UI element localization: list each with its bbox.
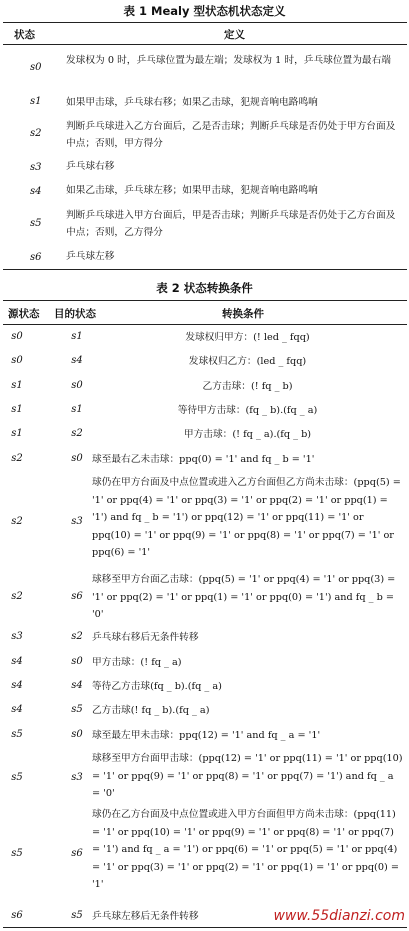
table2-source-cell: s5	[11, 772, 23, 783]
table2-condition-cell: 甲方击球：(! fq _ a)	[92, 657, 182, 668]
table2-condition-cell: 甲方击球：(! fq _ a).(fq _ b)	[183, 429, 312, 440]
table2-condition-cell: 球仍在甲方台面及中点位置或进入乙方台面但乙方尚未击球：(ppq(5) = '1' or ppq(4) = '1' or ppq(3) = '1' or ppq(2) = '1' or ppq(1) = '1') and fq _ b = '1') or ppq(12) = '1' or ppq(11) = '1' or ppq(10) = '1' or ppq(9) = '1' or ppq(8) = '1' or ppq(7) = '1' or ppq(6) = '1'	[92, 477, 401, 558]
table2-destination-cell: s1	[71, 404, 83, 415]
table2-condition-cell: 球仍在乙方台面及中点位置或进入甲方台面但甲方尚未击球：(ppq(11) = '1' or ppq(10) = '1' or ppq(9) = '1' or ppq(8) = '1' or ppq(7) = '1') and fq _ a = '1') or ppq(6) = '1' or ppq(5) = '1' or ppq(4) = '1' or ppq(3) = '1' or ppq(2) = '1' or ppq(1) = '1' or ppq(0) = '1'	[92, 809, 399, 890]
table1-header-definition: 定义	[224, 29, 245, 41]
table2-condition-cell: 发球权归乙方：(led _ fqq)	[188, 356, 307, 367]
table2-bottom-rule	[3, 927, 407, 928]
table2-destination-cell: s6	[71, 848, 83, 859]
table1-header-state: 状态	[14, 29, 35, 41]
table2-header-rule	[3, 324, 407, 325]
table2-destination-cell: s0	[71, 453, 83, 464]
table2-destination-cell: s0	[71, 656, 83, 667]
table1-caption: 表 1 Mealy 型状态机状态定义	[123, 4, 286, 18]
table2-destination-cell: s0	[71, 729, 83, 740]
table2-source-cell: s4	[11, 704, 23, 715]
table1-definition-cell: 如果甲击球，乒乓球右移；如果乙击球，犯规音响电路鸣响	[66, 97, 318, 108]
table1-definition-cell: 乒乓球右移	[66, 161, 115, 172]
table2-destination-cell: s4	[71, 680, 83, 691]
table2-condition-cell: 球移至甲方台面甲击球：(ppq(12) = '1' or ppq(11) = '1' or ppq(10) = '1' or ppq(9) = '1' or ppq(8) = '1' or ppq(7) = '1') and fq _ a = '0'	[92, 753, 403, 799]
table2-destination-cell: s6	[71, 591, 83, 602]
table1-state-cell: s2	[30, 128, 42, 139]
table2-source-cell: s4	[11, 680, 23, 691]
table1-state-cell: s3	[30, 162, 42, 173]
table2-condition-cell: 球移至甲方台面乙击球：(ppq(5) = '1' or ppq(4) = '1' or ppq(3) = '1' or ppq(2) = '1' or ppq(1) = '1' or ppq(0) = '1') and fq _ b = '0'	[92, 574, 396, 620]
table1-definition-cell: 发球权为 0 时，乒乓球位置为最左端；发球权为 1 时，乒乓球位置为最右端	[66, 55, 391, 66]
table1-state-cell: s5	[30, 218, 42, 229]
table1-state-cell: s6	[30, 252, 42, 263]
table1-header-rule	[3, 44, 407, 45]
table2-header-source: 源状态	[8, 308, 40, 320]
table2-condition-cell: 乒乓球左移后无条件转移	[92, 911, 199, 922]
table2-destination-cell: s2	[71, 631, 83, 642]
table1-top-rule	[3, 22, 407, 23]
table2-source-cell: s2	[11, 453, 23, 464]
table2-source-cell: s4	[11, 656, 23, 667]
table1-definition-cell: 乒乓球左移	[66, 251, 115, 262]
table2-condition-cell: 球至最右乙未击球：ppq(0) = '1' and fq _ b = '1'	[92, 454, 315, 465]
watermark: www.55dianzi.com	[273, 908, 405, 924]
table1-state-cell: s1	[30, 96, 42, 107]
table2-top-rule	[3, 300, 407, 301]
table2-source-cell: s5	[11, 848, 23, 859]
table2-source-cell: s1	[11, 428, 23, 439]
table1-bottom-rule	[3, 269, 407, 270]
table2-source-cell: s1	[11, 380, 23, 391]
table2-condition-cell: 等待乙方击球(fq _ b).(fq _ a)	[92, 681, 222, 692]
table2-destination-cell: s4	[71, 355, 83, 366]
table2-source-cell: s2	[11, 516, 23, 527]
table2-destination-cell: s2	[71, 428, 83, 439]
table1-definition-cell: 判断乒乓球进入甲方台面后，甲是否击球；判断乒乓球是否仍处于乙方台面及中点；否则，乙方得分	[66, 210, 396, 238]
table2-condition-cell: 发球权归甲方：(! led _ fqq)	[185, 332, 310, 343]
table2-header-condition: 转换条件	[222, 308, 264, 320]
table1-definition-cell: 如果乙击球，乒乓球左移；如果甲击球，犯规音响电路鸣响	[66, 185, 318, 196]
table2-condition-cell: 等待甲方击球：(fq _ b).(fq _ a)	[177, 405, 318, 416]
table2-condition-cell: 乙方击球(! fq _ b).(fq _ a)	[92, 705, 210, 716]
table2-destination-cell: s3	[71, 516, 83, 527]
table2-condition-cell: 球至最左甲未击球：ppq(12) = '1' and fq _ a = '1'	[92, 730, 321, 741]
table2-source-cell: s2	[11, 591, 23, 602]
table1-definition-cell: 判断乒乓球进入乙方台面后，乙是否击球；判断乒乓球是否仍处于甲方台面及中点；否则，甲方得分	[66, 121, 396, 149]
table2-source-cell: s1	[11, 404, 23, 415]
table1-state-cell: s0	[30, 62, 42, 73]
table1-state-cell: s4	[30, 186, 42, 197]
table2-source-cell: s5	[11, 729, 23, 740]
table2-source-cell: s0	[11, 331, 23, 342]
table2-destination-cell: s1	[71, 331, 83, 342]
table2-caption: 表 2 状态转换条件	[156, 281, 253, 295]
table2-destination-cell: s0	[71, 380, 83, 391]
table2-destination-cell: s5	[71, 910, 83, 921]
table2-source-cell: s0	[11, 355, 23, 366]
table2-condition-cell: 乙方击球：(! fq _ b)	[202, 381, 293, 392]
table2-destination-cell: s5	[71, 704, 83, 715]
table2-destination-cell: s3	[71, 772, 83, 783]
table2-source-cell: s3	[11, 631, 23, 642]
table2-condition-cell: 乒乓球右移后无条件转移	[92, 632, 199, 643]
table2-source-cell: s6	[11, 910, 23, 921]
table2-header-destination: 目的状态	[54, 308, 96, 320]
